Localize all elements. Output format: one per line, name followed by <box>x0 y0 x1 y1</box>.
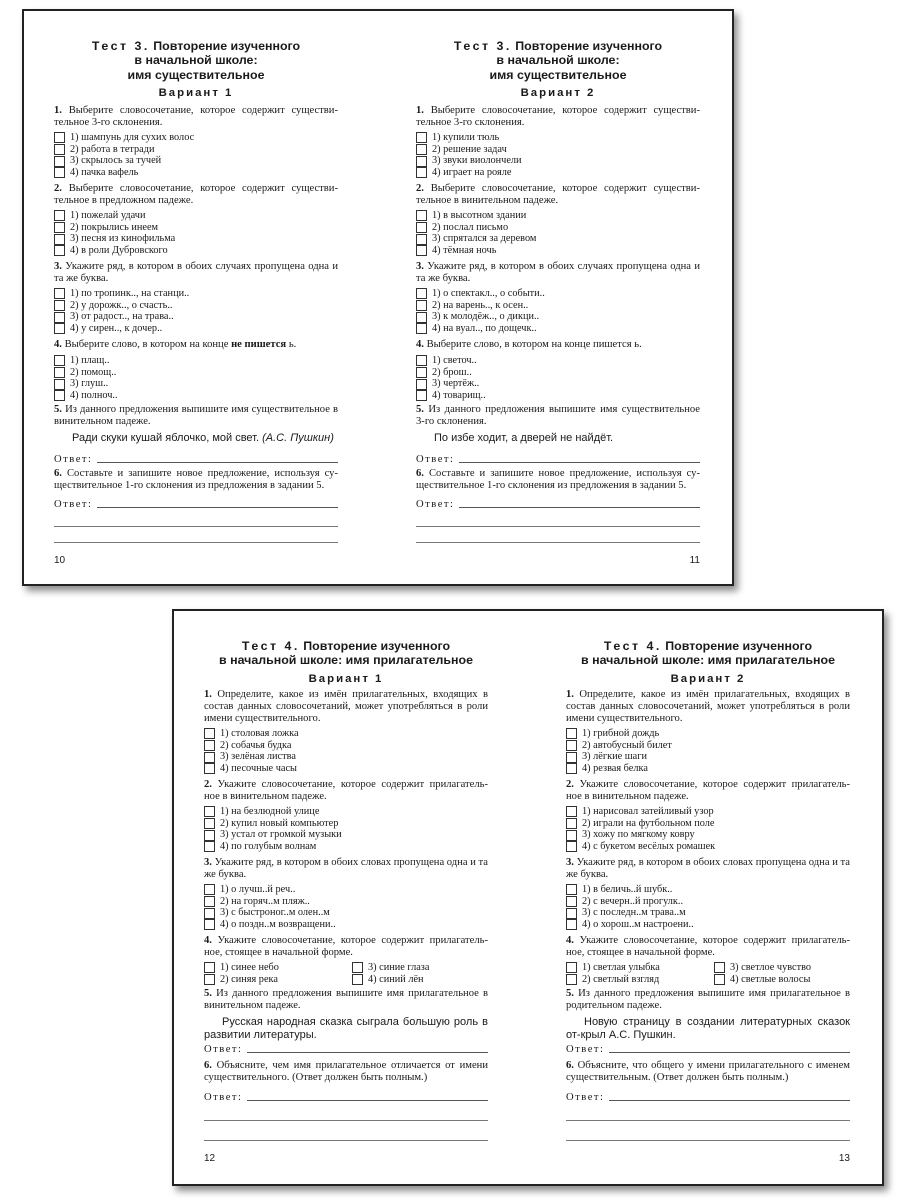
checkbox[interactable] <box>416 210 427 221</box>
checkbox[interactable] <box>54 288 65 299</box>
checkbox[interactable] <box>54 144 65 155</box>
checkbox[interactable] <box>566 896 577 907</box>
checkbox[interactable] <box>416 234 427 245</box>
option[interactable]: 3) к молодёж.., о дикци.. <box>416 311 700 323</box>
options-list <box>54 355 338 402</box>
options-list <box>566 728 850 775</box>
option[interactable]: 3) устал от громкой музыки <box>204 829 488 841</box>
option[interactable]: 4) у сирен.., к дочер.. <box>54 323 338 335</box>
test-title: Тест 3. Повторение изученного в начальной школе: имя существительное <box>91 39 301 82</box>
options-list <box>54 132 338 179</box>
options-list <box>54 288 338 335</box>
checkbox[interactable] <box>204 908 215 919</box>
page-number: 11 <box>689 555 700 566</box>
question-2: 2. Укажите словосочетание, которое содержит прилагатель-ное в винительном падеже. 1) нарисовал затейливый узор 2) играли на футбольном поле 3) хожу по мягкому ковру 4) с букетом весёлых ромашек <box>566 779 850 853</box>
question-4: 4. Выберите слово, в котором на конце не пишется ь. 1) плащ.. 2) помощ.. 3) глуш.. 4) полноч.. <box>54 339 338 402</box>
option[interactable]: 1) купили тюль <box>416 132 700 144</box>
option[interactable]: 2) покрылись инеем <box>54 222 338 234</box>
option[interactable]: 3) чертёж.. <box>416 378 700 390</box>
checkbox[interactable] <box>566 818 577 829</box>
checkbox[interactable] <box>54 355 65 366</box>
checkbox[interactable] <box>416 323 427 334</box>
blank-line[interactable] <box>416 525 700 527</box>
options-list <box>416 288 700 335</box>
option[interactable]: 2) работа в тетради <box>54 144 338 156</box>
checkbox[interactable] <box>566 962 577 973</box>
checkbox[interactable] <box>416 222 427 233</box>
answer-line[interactable]: Ответ: <box>204 1042 488 1055</box>
option[interactable]: 2) купил новый компьютер <box>204 818 488 830</box>
option[interactable]: 3) песня из кинофильма <box>54 233 338 245</box>
question-1: 1. Выберите словосочетание, которое содержит существи-тельное 3-го склонения. 1) шампунь для сухих волос 2) работа в тетради 3) скрылось за тучей 4) пачка вафель <box>54 105 338 179</box>
question-3: 3. Укажите ряд, в котором в обоих словах пропущена одна и та же буква. 1) в беличь..й шубк.. 2) с вечерн..й прогулк.. 3) с последн..м трава..м 4) о хорош..м настроени.. <box>566 857 850 931</box>
option[interactable]: 4) песочные часы <box>204 763 488 775</box>
checkbox[interactable] <box>416 144 427 155</box>
option[interactable]: 3) скрылось за тучей <box>54 155 338 167</box>
option[interactable]: 2) светлый взгляд <box>566 974 714 986</box>
option[interactable]: 2) на горяч..м пляж.. <box>204 896 488 908</box>
option[interactable]: 4) о хорош..м настроени.. <box>566 919 850 931</box>
options-list <box>566 884 850 931</box>
checkbox[interactable] <box>204 841 215 852</box>
checkbox[interactable] <box>566 752 577 763</box>
checkbox[interactable] <box>54 379 65 390</box>
option[interactable]: 4) светлые волосы <box>714 974 850 986</box>
checkbox[interactable] <box>352 962 363 973</box>
checkbox[interactable] <box>416 312 427 323</box>
book-spread-bottom <box>172 609 884 1186</box>
question-3: 3. Укажите ряд, в котором в обоих случаях пропущена одна и та же буква. 1) о спектакл.., о событи.. 2) на варень.., к осен.. 3) к молодёж.., о дикци.. 4) на вуал.., по дощечк.. <box>416 261 700 335</box>
option[interactable]: 4) о поздн..м возвращени.. <box>204 919 488 931</box>
checkbox[interactable] <box>714 962 725 973</box>
checkbox[interactable] <box>54 312 65 323</box>
option[interactable]: 4) тёмная ночь <box>416 245 700 257</box>
option[interactable]: 1) светлая улыбка <box>566 962 714 974</box>
option[interactable]: 4) товарищ.. <box>416 390 700 402</box>
checkbox[interactable] <box>54 156 65 167</box>
source-sentence: Ради скуки кушай яблочко, мой свет. (А.С. Пушкин) <box>72 432 334 444</box>
answer-line[interactable]: Ответ: <box>416 497 700 510</box>
options-list <box>416 132 700 179</box>
checkbox[interactable] <box>204 740 215 751</box>
checkbox[interactable] <box>416 245 427 256</box>
blank-line[interactable] <box>54 541 338 543</box>
option[interactable]: 4) играет на рояле <box>416 167 700 179</box>
question-5: 5. Из данного предложения выпишите имя существительное 3-го склонения. По избе ходит, а дверей не найдёт. <box>416 404 700 444</box>
blank-line[interactable] <box>566 1119 850 1121</box>
checkbox[interactable] <box>204 974 215 985</box>
question-4: 4. Выберите слово, в котором на конце пишется ь. 1) светоч.. 2) брош.. 3) чертёж.. 4) товарищ.. <box>416 339 700 402</box>
checkbox[interactable] <box>352 974 363 985</box>
option[interactable]: 3) с последн..м трава..м <box>566 907 850 919</box>
option[interactable]: 3) спрятался за деревом <box>416 233 700 245</box>
checkbox[interactable] <box>416 167 427 178</box>
question-5: 5. Из данного предложения выпишите имя прилагательное в родительном падеже. Новую страницу в создании литературных сказок от-крыл А.С. Пушкин. <box>566 988 850 1041</box>
test-title: Тест 4. Повторение изученного в начальной школе: имя прилагательное <box>219 639 473 668</box>
book-spread-top <box>22 9 734 586</box>
checkbox[interactable] <box>54 234 65 245</box>
options-list <box>204 806 488 853</box>
question-1: 1. Определите, какое из имён прилагательных, входящих в состав данных словосочетаний, может употребляться в роли имени существительного. 1) грибной дождь 2) автобусный билет 3) лёгкие шаги 4) резвая белка <box>566 689 850 775</box>
option[interactable]: 4) на вуал.., по дощечк.. <box>416 323 700 335</box>
question-3: 3. Укажите ряд, в котором в обоих словах пропущена одна и та же буква. 1) о лучш..й реч.. 2) на горяч..м пляж.. 3) с быстроног..м олен..м 4) о поздн..м возвращени.. <box>204 857 488 931</box>
checkbox[interactable] <box>566 806 577 817</box>
checkbox[interactable] <box>566 740 577 751</box>
checkbox[interactable] <box>54 132 65 143</box>
options-list <box>204 884 488 931</box>
option[interactable]: 2) синяя река <box>204 974 352 986</box>
page-number: 12 <box>204 1153 216 1164</box>
options-list <box>54 210 338 257</box>
checkbox[interactable] <box>204 728 215 739</box>
answer-line[interactable]: Ответ: <box>54 497 338 510</box>
question-4: 4. Укажите словосочетание, которое содержит прилагатель-ное, стоящее в начальной форме. 1) синее небо 3) синие глаза 2) синяя река 4) синий лён <box>204 935 488 985</box>
option[interactable]: 2) помощ.. <box>54 367 338 379</box>
option[interactable]: 2) собачья будка <box>204 740 488 752</box>
question-6: 6. Объясните, чем имя прилагательное отличается от имени существительного. (Ответ должен быть полным.) <box>204 1060 488 1083</box>
checkbox[interactable] <box>416 355 427 366</box>
checkbox[interactable] <box>54 245 65 256</box>
checkbox[interactable] <box>204 896 215 907</box>
checkbox[interactable] <box>416 300 427 311</box>
checkbox[interactable] <box>54 390 65 401</box>
option[interactable]: 1) синее небо <box>204 962 352 974</box>
option[interactable]: 4) полноч.. <box>54 390 338 402</box>
checkbox[interactable] <box>416 288 427 299</box>
checkbox[interactable] <box>416 132 427 143</box>
option[interactable]: 3) от радост.., на трава.. <box>54 311 338 323</box>
options-list <box>416 355 700 402</box>
option[interactable]: 1) о спектакл.., о событи.. <box>416 288 700 300</box>
option[interactable]: 4) синий лён <box>352 974 488 986</box>
question-1: 1. Выберите словосочетание, которое содержит существи-тельное 3-го склонения. 1) купили тюль 2) решение задач 3) звуки виолончели 4) играет на рояле <box>416 105 700 179</box>
option[interactable]: 4) пачка вафель <box>54 167 338 179</box>
option[interactable]: 1) по тропинк.., на станци.. <box>54 288 338 300</box>
option[interactable]: 4) резвая белка <box>566 763 850 775</box>
checkbox[interactable] <box>204 962 215 973</box>
checkbox[interactable] <box>416 367 427 378</box>
checkbox[interactable] <box>416 390 427 401</box>
blank-line[interactable] <box>204 1139 488 1141</box>
options-grid <box>204 962 488 985</box>
option[interactable]: 2) у дорожк.., о счасть.. <box>54 300 338 312</box>
option[interactable]: 2) играли на футбольном поле <box>566 818 850 830</box>
checkbox[interactable] <box>204 919 215 930</box>
checkbox[interactable] <box>204 752 215 763</box>
answer-line[interactable]: Ответ: <box>566 1090 850 1103</box>
option[interactable]: 1) светоч.. <box>416 355 700 367</box>
blank-line[interactable] <box>566 1139 850 1141</box>
answer-line[interactable]: Ответ: <box>566 1042 850 1055</box>
option[interactable]: 3) зелёная листва <box>204 751 488 763</box>
question-3: 3. Укажите ряд, в котором в обоих случаях пропущена одна и та же буква. 1) по тропинк.., на станци.. 2) у дорожк.., о счасть.. 3) от радост.., на трава.. 4) у сирен.., к дочер.. <box>54 261 338 335</box>
option[interactable]: 1) в высотном здании <box>416 210 700 222</box>
options-list <box>566 806 850 853</box>
answer-line[interactable]: Ответ: <box>416 452 700 465</box>
checkbox[interactable] <box>54 210 65 221</box>
variant-label: Вариант 1 <box>308 673 384 685</box>
option[interactable]: 3) с быстроног..м олен..м <box>204 907 488 919</box>
question-5: 5. Из данного предложения выпишите имя существительное в винительном падеже. Ради скуки кушай яблочко, мой свет. (А.С. Пушкин) <box>54 404 339 444</box>
answer-line[interactable]: Ответ: <box>204 1090 488 1103</box>
blank-line[interactable] <box>204 1119 488 1121</box>
page-number: 10 <box>54 555 66 566</box>
question-2: 2. Выберите словосочетание, которое содержит существи-тельное в предложном падеже. 1) пожелай удачи 2) покрылись инеем 3) песня из кинофильма 4) в роли Дубровского <box>54 183 338 257</box>
option[interactable]: 2) автобусный билет <box>566 740 850 752</box>
variant-label: Вариант 2 <box>670 673 746 685</box>
checkbox[interactable] <box>204 818 215 829</box>
option[interactable]: 2) брош.. <box>416 367 700 379</box>
checkbox[interactable] <box>204 884 215 895</box>
checkbox[interactable] <box>416 156 427 167</box>
question-1: 1. Определите, какое из имён прилагательных, входящих в состав данных словосочетаний, может употребляться в роли имени существительного. 1) столовая ложка 2) собачья будка 3) зелёная листва 4) песочные часы <box>204 689 488 775</box>
question-6: 6. Составьте и запишите новое предложение, используя су-ществительное 1-го склонения из предложения в задании 5. <box>416 468 700 491</box>
option[interactable]: 1) нарисовал затейливый узор <box>566 806 850 818</box>
option[interactable]: 3) светлое чувство <box>714 962 850 974</box>
option[interactable]: 1) пожелай удачи <box>54 210 338 222</box>
checkbox[interactable] <box>54 323 65 334</box>
option[interactable]: 4) с букетом весёлых ромашек <box>566 841 850 853</box>
variant-label: Вариант 1 <box>158 87 234 99</box>
source-sentence: По избе ходит, а дверей не найдёт. <box>434 432 614 444</box>
option[interactable]: 2) с вечерн..й прогулк.. <box>566 896 850 908</box>
option[interactable]: 1) в беличь..й шубк.. <box>566 884 850 896</box>
options-list <box>204 728 488 775</box>
question-4: 4. Укажите словосочетание, которое содержит прилагатель-ное, стоящее в начальной форме. 1) светлая улыбка 3) светлое чувство 2) светлый взгляд 4) светлые волосы <box>566 935 850 985</box>
checkbox[interactable] <box>204 830 215 841</box>
checkbox[interactable] <box>566 974 577 985</box>
option[interactable]: 2) послал письмо <box>416 222 700 234</box>
checkbox[interactable] <box>566 763 577 774</box>
option[interactable]: 1) шампунь для сухих волос <box>54 132 338 144</box>
option[interactable]: 3) хожу по мягкому ковру <box>566 829 850 841</box>
checkbox[interactable] <box>54 300 65 311</box>
option[interactable]: 1) о лучш..й реч.. <box>204 884 488 896</box>
option[interactable]: 1) на безлюдной улице <box>204 806 488 818</box>
option[interactable]: 2) на варень.., к осен.. <box>416 300 700 312</box>
option[interactable]: 1) грибной дождь <box>566 728 850 740</box>
options-grid <box>566 962 850 985</box>
variant-label: Вариант 2 <box>520 87 596 99</box>
checkbox[interactable] <box>566 884 577 895</box>
option[interactable]: 3) лёгкие шаги <box>566 751 850 763</box>
page-number: 13 <box>838 1153 850 1164</box>
source-sentence: Новую страницу в создании литературных сказок от-крыл А.С. Пушкин. <box>566 1016 850 1041</box>
option[interactable]: 4) в роли Дубровского <box>54 245 338 257</box>
option[interactable]: 4) по голубым волнам <box>204 841 488 853</box>
option[interactable]: 2) решение задач <box>416 144 700 156</box>
option[interactable]: 3) звуки виолончели <box>416 155 700 167</box>
option[interactable]: 3) синие глаза <box>352 962 488 974</box>
option[interactable]: 1) столовая ложка <box>204 728 488 740</box>
test-title: Тест 3. Повторение изученного в начальной школе: имя существительное <box>453 39 663 82</box>
option[interactable]: 3) глуш.. <box>54 378 338 390</box>
source-sentence: Русская народная сказка сыграла большую роль в развитии литературы. <box>204 1016 488 1041</box>
checkbox[interactable] <box>54 222 65 233</box>
test-title: Тест 4. Повторение изученного в начальной школе: имя прилагательное <box>581 639 835 668</box>
options-list <box>416 210 700 257</box>
question-6: 6. Объясните, что общего у имени прилагательного с именем существительным. (Ответ должен быть полным.) <box>566 1060 850 1083</box>
question-2: 2. Укажите словосочетание, которое содержит прилагатель-ное в винительном падеже. 1) на безлюдной улице 2) купил новый компьютер 3) устал от громкой музыки 4) по голубым волнам <box>204 779 488 853</box>
checkbox[interactable] <box>566 728 577 739</box>
checkbox[interactable] <box>566 830 577 841</box>
question-6: 6. Составьте и запишите новое предложение, используя су-ществительное 1-го склонения из предложения в задании 5. <box>54 468 338 491</box>
blank-line[interactable] <box>416 541 700 543</box>
checkbox[interactable] <box>566 841 577 852</box>
checkbox[interactable] <box>714 974 725 985</box>
checkbox[interactable] <box>416 379 427 390</box>
option[interactable]: 1) плащ.. <box>54 355 338 367</box>
checkbox[interactable] <box>54 167 65 178</box>
checkbox[interactable] <box>566 908 577 919</box>
blank-line[interactable] <box>54 525 338 527</box>
question-2: 2. Выберите словосочетание, которое содержит существи-тельное в винительном падеже. 1) в высотном здании 2) послал письмо 3) спрятался за деревом 4) тёмная ночь <box>416 183 700 257</box>
checkbox[interactable] <box>54 367 65 378</box>
question-5: 5. Из данного предложения выпишите имя прилагательное в винительном падеже. Русская народная сказка сыграла большую роль в развитии литературы. <box>204 988 488 1041</box>
checkbox[interactable] <box>204 763 215 774</box>
checkbox[interactable] <box>566 919 577 930</box>
checkbox[interactable] <box>204 806 215 817</box>
answer-line[interactable]: Ответ: <box>54 452 338 465</box>
